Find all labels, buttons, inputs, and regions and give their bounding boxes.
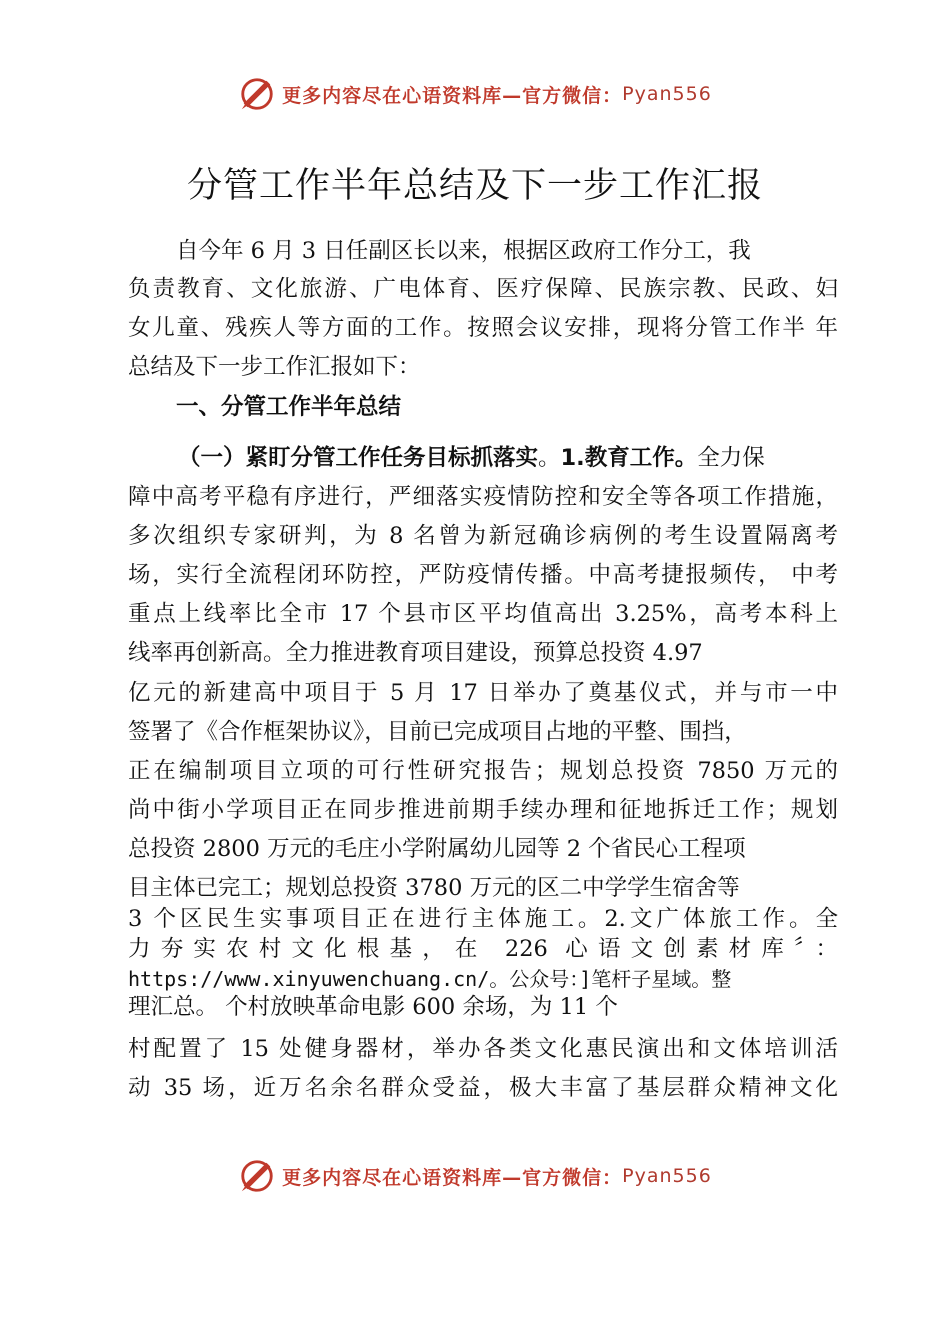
paragraph-line: 场，实行全流程闭环防控，严防疫情传播。中高考捷报频传， 中考 bbox=[128, 562, 838, 588]
subsection-heading: （一）紧盯分管工作任务目标抓落实 bbox=[178, 445, 539, 471]
paragraph-line: 总结及下一步工作汇报如下： bbox=[128, 354, 421, 380]
watermark-text: 更多内容尽在心语资料库—官方微信： bbox=[282, 84, 623, 107]
watermark-text: 更多内容尽在心语资料库—官方微信： bbox=[282, 1166, 623, 1189]
paragraph-line: 女儿童、残疾人等方面的工作。按照会议安排，现将分管工作半 年 bbox=[128, 315, 838, 341]
paragraph-line: 尚中街小学项目正在同步推进前期手续办理和征地拆迁工作；规划 bbox=[128, 797, 838, 823]
item-heading-education: 1.教育工作。 bbox=[560, 445, 698, 471]
paragraph-line: 重点上线率比全市 17 个县市区平均值高出 3.25%，高考本科上 bbox=[128, 601, 838, 627]
paragraph-line: 亿元的新建高中项目于 5 月 17 日举办了奠基仪式，并与市一中 bbox=[128, 680, 838, 706]
paragraph-line: https://www.xinyuwenchuang.cn/。公众号：]笔杆子星域。整 bbox=[128, 967, 732, 991]
paragraph-line: 村配置了 15 处健身器材，举办各类文化惠民演出和文体培训活 bbox=[128, 1036, 838, 1062]
header-watermark bbox=[0, 72, 950, 116]
paragraph-line: 障中高考平稳有序进行，严细落实疫情防控和安全等各项工作措施， bbox=[128, 484, 838, 510]
pen-logo-icon bbox=[238, 1157, 276, 1195]
paragraph-line: 力夯实农村文化根基，在 226 心语文创素材库〞： bbox=[128, 936, 838, 962]
watermark-wechat-id: Pyan556 bbox=[622, 83, 712, 105]
paragraph-line: 理汇总。 个村放映革命电影 600 余场，为 11 个 bbox=[128, 994, 618, 1020]
document-title: 分管工作半年总结及下一步工作汇报 bbox=[186, 166, 763, 206]
paragraph-line: 签署了《合作框架协议》，目前已完成项目占地的平整、围挡， bbox=[128, 719, 747, 745]
paragraph-line: 动 35 场，近万名余名群众受益，极大丰富了基层群众精神文化 bbox=[128, 1075, 838, 1101]
paragraph-line: （一）紧盯分管工作任务目标抓落实。1.教育工作。全力保 bbox=[178, 445, 765, 471]
section-heading: 一、分管工作半年总结 bbox=[176, 394, 402, 420]
pen-logo-icon bbox=[238, 75, 276, 113]
paragraph-line: 多次组织专家研判，为 8 名曾为新冠确诊病例的考生设置隔离考 bbox=[128, 523, 838, 549]
paragraph-line: 自今年 6 月 3 日任副区长以来，根据区政府工作分工，我 bbox=[176, 238, 751, 264]
paragraph-line: 线率再创新高。全力推进教育项目建设，预算总投资 4.97 bbox=[128, 640, 703, 666]
paragraph-line: 正在编制项目立项的可行性研究报告；规划总投资 7850 万元的 bbox=[128, 758, 838, 784]
footer-watermark bbox=[0, 1154, 950, 1198]
paragraph-line: 负责教育、文化旅游、广电体育、医疗保障、民族宗教、民政、妇 bbox=[128, 276, 838, 302]
watermark-wechat-id: Pyan556 bbox=[622, 1165, 712, 1187]
paragraph-line: 总投资 2800 万元的毛庄小学附属幼儿园等 2 个省民心工程项 bbox=[128, 836, 746, 862]
paragraph-line: 目主体已完工；规划总投资 3780 万元的区二中学学生宿舍等 bbox=[128, 875, 740, 901]
paragraph-line: 3 个区民生实事项目正在进行主体施工。2.文广体旅工作。全 bbox=[128, 906, 838, 932]
